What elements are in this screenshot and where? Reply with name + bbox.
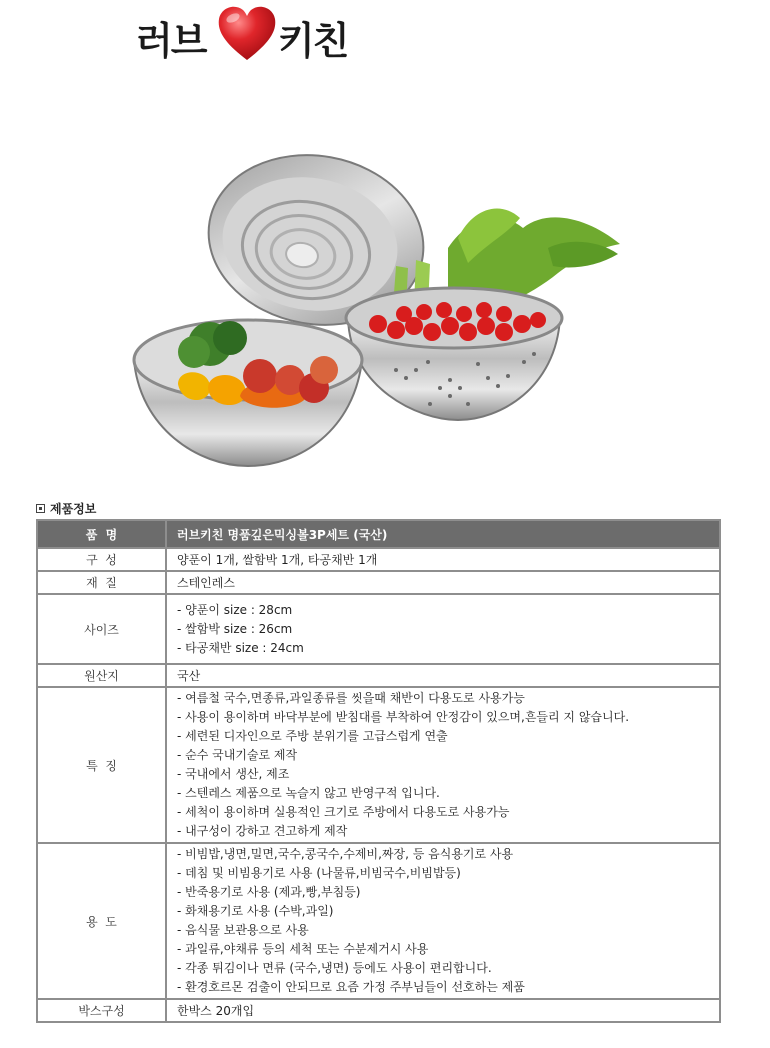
logo-text-left: 러브: [136, 18, 206, 63]
logo-text-right: 키친: [278, 18, 348, 63]
table-row: [37, 520, 720, 548]
table-row: [37, 594, 720, 664]
origin-value: 국산: [166, 664, 720, 687]
material-label: 재 질: [37, 571, 166, 594]
list-item: - 내구성이 강하고 견고하게 제작: [177, 824, 348, 838]
list-item: - 비빔밥,냉면,밀면,국수,콩국수,수제비,짜장, 등 음식용기로 사용: [177, 847, 514, 861]
product-spec-table: [36, 519, 721, 1023]
list-item: - 여름철 국수,면종류,과일종류를 씻을때 채반이 다용도로 사용가능: [177, 691, 525, 705]
mixing-bowl: [134, 320, 362, 466]
list-item: - 타공채반 size : 24cm: [177, 640, 304, 655]
name-label: 품 명: [37, 520, 166, 548]
list-item: - 반죽용기로 사용 (제과,빵,부침등): [177, 885, 361, 899]
list-item: - 쌀함박 size : 26cm: [177, 621, 293, 636]
list-item: - 환경호르몬 검출이 안되므로 요즘 가정 주부님들이 선호하는 제품: [177, 980, 525, 994]
table-row: [37, 571, 720, 594]
origin-label: 원산지: [37, 664, 166, 687]
list-item: - 화채용기로 사용 (수박,과일): [177, 904, 334, 918]
usage-label: 용 도: [37, 843, 166, 999]
list-item: - 순수 국내기술로 제작: [177, 748, 298, 762]
box-value: 한박스 20개입: [166, 999, 720, 1022]
box-label: 박스구성: [37, 999, 166, 1022]
table-row: [37, 548, 720, 571]
list-item: - 사용이 용이하며 바닥부분에 받침대를 부착하여 안정감이 있으며,흔들리 지 않습니다.: [177, 710, 630, 724]
features-value: [166, 687, 720, 843]
list-item: - 세척이 용이하며 실용적인 크기로 주방에서 다용도로 사용가능: [177, 805, 510, 819]
name-value: 러브키친 명품깊은믹싱볼3P세트 (국산): [166, 520, 720, 548]
product-photo: [128, 148, 638, 478]
features-label: 특 징: [37, 687, 166, 843]
list-item: - 데침 및 비빔용기로 사용 (나물류,비빔국수,비빔밥등): [177, 866, 461, 880]
brand-logo: [136, 2, 376, 64]
material-value: 스테인레스: [166, 571, 720, 594]
heart-icon: [214, 2, 280, 64]
composition-value: 양푼이 1개, 쌀함박 1개, 타공채반 1개: [166, 548, 720, 571]
size-label: 사이즈: [37, 594, 166, 664]
list-item: - 세련된 디자인으로 주방 분위기를 고급스럽게 연출: [177, 729, 448, 743]
table-row: [37, 664, 720, 687]
square-bullet-icon: [36, 504, 45, 513]
section-title-text: 제품정보: [50, 502, 97, 516]
list-item: - 스텐레스 제품으로 녹슬지 않고 반영구적 입니다.: [177, 786, 440, 800]
section-title: [36, 500, 96, 517]
list-item: - 과일류,야채류 등의 세척 또는 수분제거시 사용: [177, 942, 429, 956]
table-row: [37, 843, 720, 999]
table-row: [37, 999, 720, 1022]
list-item: - 양푼이 size : 28cm: [177, 602, 293, 617]
table-row: [37, 687, 720, 843]
usage-value: [166, 843, 720, 999]
composition-label: 구 성: [37, 548, 166, 571]
list-item: - 각종 튀김이나 면류 (국수,냉면) 등에도 사용이 편리합니다.: [177, 961, 492, 975]
list-item: - 국내에서 생산, 제조: [177, 767, 290, 781]
list-item: - 음식물 보관용으로 사용: [177, 923, 309, 937]
size-value: [166, 594, 720, 664]
